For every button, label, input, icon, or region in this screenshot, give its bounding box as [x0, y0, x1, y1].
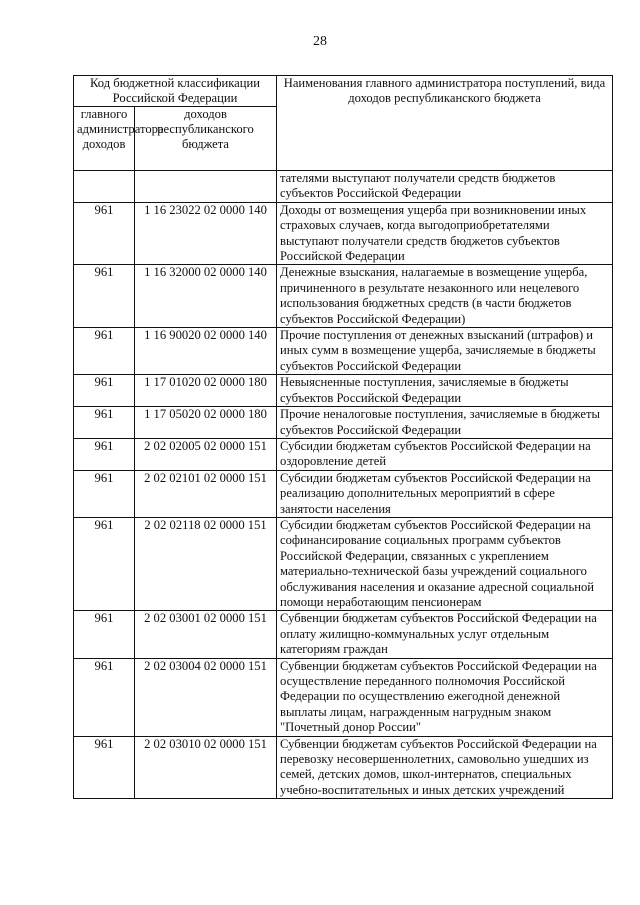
- admin-code-cell: 961: [74, 438, 135, 470]
- description-cell: Субсидии бюджетам субъектов Российской Федерации на реализацию дополнительных мероприятий в сфере занятости населения: [277, 470, 613, 517]
- description-cell: Субвенции бюджетам субъектов Российской Федерации на осуществление переданного полномочия Российской Федерации по осуществлению ежегодной денежной выплаты лицам, награжденным нагрудным знаком "Почетный донор России": [277, 658, 613, 736]
- description-cell: Денежные взыскания, налагаемые в возмещение ущерба, причиненного в результате незаконного или нецелевого использования бюджетных средств (в части бюджетов субъектов Российской Федерации): [277, 265, 613, 328]
- table-row: [74, 407, 613, 439]
- table-row: [74, 328, 613, 375]
- table-row: [74, 265, 613, 328]
- income-code-cell: 1 16 32000 02 0000 140: [135, 265, 277, 328]
- income-code-cell: 2 02 02005 02 0000 151: [135, 438, 277, 470]
- header-income-code: доходов республиканского бюджета: [135, 107, 277, 171]
- budget-classification-table: [73, 75, 613, 799]
- admin-code-cell: 961: [74, 375, 135, 407]
- table-row: [74, 438, 613, 470]
- income-code-cell: 1 16 23022 02 0000 140: [135, 202, 277, 265]
- table-row: [74, 171, 613, 203]
- income-code-cell: 2 02 03004 02 0000 151: [135, 658, 277, 736]
- description-cell: Невыясненные поступления, зачисляемые в бюджеты субъектов Российской Федерации: [277, 375, 613, 407]
- admin-code-cell: 961: [74, 736, 135, 799]
- admin-code-cell: 961: [74, 265, 135, 328]
- income-code-cell: 2 02 02101 02 0000 151: [135, 470, 277, 517]
- description-cell: Субвенции бюджетам субъектов Российской Федерации на оплату жилищно-коммунальных услуг отдельным категориям граждан: [277, 611, 613, 658]
- table-row: [74, 736, 613, 799]
- header-name: Наименования главного администратора поступлений, вида доходов республиканского бюджета: [277, 76, 613, 171]
- description-cell: тателями выступают получатели средств бюджетов субъектов Российской Федерации: [277, 171, 613, 203]
- page-number: 28: [313, 34, 327, 49]
- income-code-cell: 2 02 03001 02 0000 151: [135, 611, 277, 658]
- table-row: [74, 658, 613, 736]
- description-cell: Субсидии бюджетам субъектов Российской Федерации на софинансирование социальных программ субъектов Российской Федерации, связанных с укреплением материально-технической базы учреждений социального обслуживания населения и оказание адресной социальной помощи неработающим пенсионерам: [277, 517, 613, 610]
- description-cell: Субвенции бюджетам субъектов Российской Федерации на перевозку несовершеннолетних, самовольно ушедших из семей, детских домов, школ-интернатов, специальных учебно-воспитательных и иных детских учреждений: [277, 736, 613, 799]
- admin-code-cell: [74, 171, 135, 203]
- admin-code-cell: 961: [74, 407, 135, 439]
- header-admin-code: главного администратора доходов: [74, 107, 135, 171]
- description-cell: Прочие неналоговые поступления, зачисляемые в бюджеты субъектов Российской Федерации: [277, 407, 613, 439]
- admin-code-cell: 961: [74, 517, 135, 610]
- description-cell: Доходы от возмещения ущерба при возникновении иных страховых случаев, когда выгодоприобретателями выступают получатели средств бюджетов субъектов Российской Федерации: [277, 202, 613, 265]
- admin-code-cell: 961: [74, 202, 135, 265]
- income-code-cell: 1 17 01020 02 0000 180: [135, 375, 277, 407]
- admin-code-cell: 961: [74, 611, 135, 658]
- table-row: [74, 470, 613, 517]
- admin-code-cell: 961: [74, 328, 135, 375]
- income-code-cell: 1 16 90020 02 0000 140: [135, 328, 277, 375]
- table-row: [74, 517, 613, 610]
- admin-code-cell: 961: [74, 470, 135, 517]
- income-code-cell: 1 17 05020 02 0000 180: [135, 407, 277, 439]
- income-code-cell: 2 02 03010 02 0000 151: [135, 736, 277, 799]
- table-row: [74, 202, 613, 265]
- income-code-cell: [135, 171, 277, 203]
- description-cell: Субсидии бюджетам субъектов Российской Федерации на оздоровление детей: [277, 438, 613, 470]
- description-cell: Прочие поступления от денежных взысканий (штрафов) и иных сумм в возмещение ущерба, зачисляемые в бюджеты субъектов Российской Федерации: [277, 328, 613, 375]
- header-classification-code: Код бюджетной классификации Российской Федерации: [74, 76, 277, 107]
- table-row: [74, 611, 613, 658]
- income-code-cell: 2 02 02118 02 0000 151: [135, 517, 277, 610]
- table-row: [74, 375, 613, 407]
- admin-code-cell: 961: [74, 658, 135, 736]
